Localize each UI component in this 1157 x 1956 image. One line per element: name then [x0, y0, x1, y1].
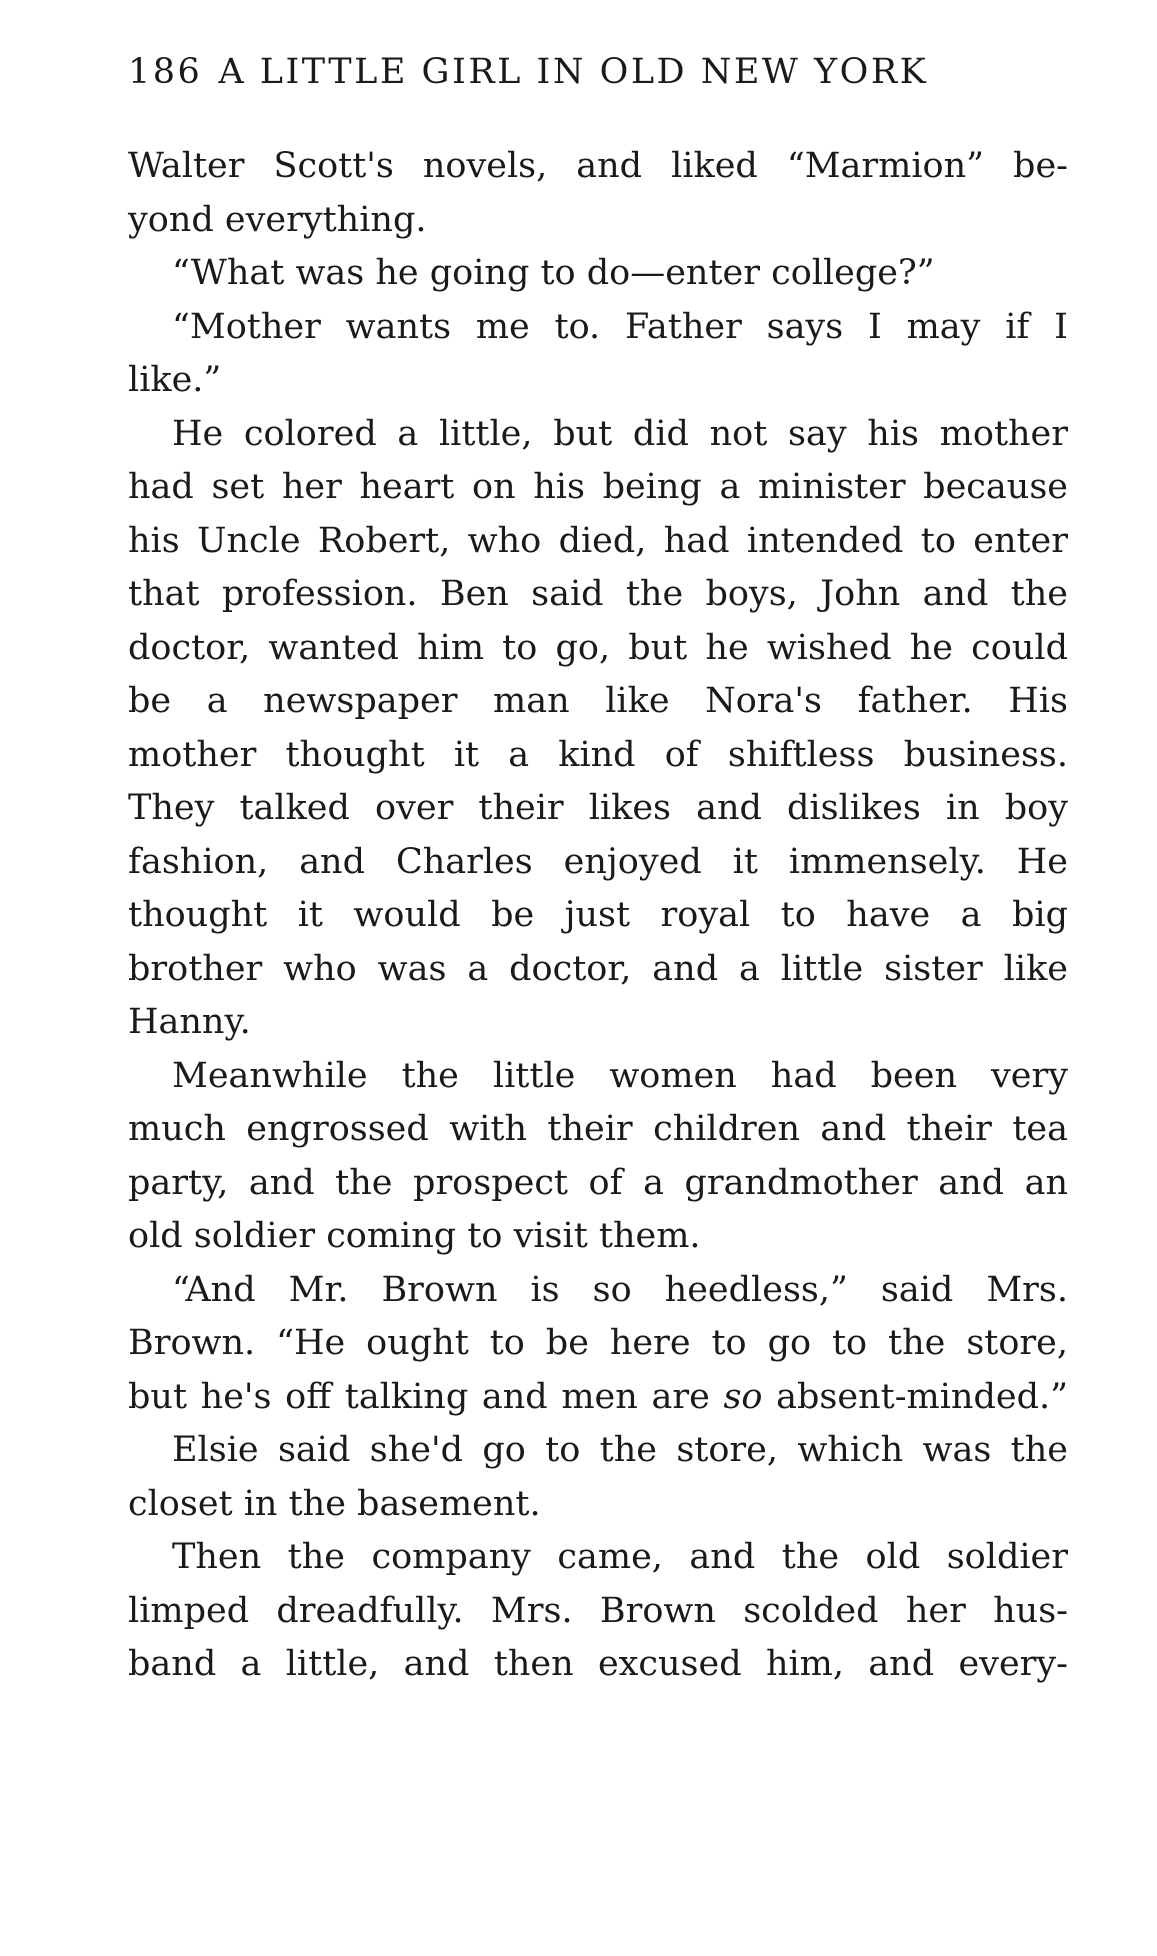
text-line: band a little, and then excused him, and every- [128, 1644, 1068, 1684]
text-line: limped dreadfully. Mrs. Brown scolded her hus- [128, 1590, 1068, 1631]
text-line: Hanny. [128, 1002, 251, 1042]
text-line: Meanwhile the little women had been very [172, 1055, 1068, 1096]
text-line: had set her heart on his being a minister because [128, 467, 1068, 507]
text-line: They talked over their likes and dislikes in boy [128, 788, 1068, 828]
italic-word: so [723, 1376, 763, 1417]
text-line: “What was he going to do—enter college?” [172, 253, 935, 293]
text-segment: absent-minded.” [762, 1376, 1068, 1417]
text-line: yond everything. [128, 199, 427, 240]
text-line: closet in the basement. [128, 1483, 541, 1524]
page-number: 186 [128, 52, 203, 92]
text-line: much engrossed with their children and their tea [128, 1109, 1068, 1149]
text-line: Brown. “He ought to be here to go to the store, [128, 1323, 1068, 1363]
text-line: “And Mr. Brown is so heedless,” said Mrs. [172, 1269, 1068, 1310]
text-line: Then the company came, and the old soldier [172, 1537, 1068, 1577]
text-line-with-italic [128, 1371, 1068, 1425]
text-line: fashion, and Charles enjoyed it immensely. He [128, 841, 1068, 882]
text-line: Walter Scott's novels, and liked “Marmion” be- [128, 146, 1068, 186]
text-line: brother who was a doctor, and a little sister like [128, 948, 1068, 989]
text-line: “Mother wants me to. Father says I may if I [172, 306, 1068, 347]
text-segment: but he's off talking and men are [128, 1376, 724, 1417]
text-line: thought it would be just royal to have a big [128, 895, 1068, 935]
text-line: be a newspaper man like Nora's father. His [128, 681, 1068, 721]
text-line: party, and the prospect of a grandmother and an [128, 1162, 1068, 1203]
text-line: that profession. Ben said the boys, John and the [128, 574, 1068, 614]
text-line: his Uncle Robert, who died, had intended to enter [128, 520, 1068, 561]
text-line: mother thought it a kind of shiftless business. [128, 734, 1068, 775]
body-text [128, 140, 1068, 1692]
text-line: Elsie said she'd go to the store, which was the [172, 1430, 1068, 1470]
text-line: like.” [128, 360, 222, 400]
text-line: old soldier coming to visit them. [128, 1216, 701, 1256]
text-line: doctor, wanted him to go, but he wished he could [128, 627, 1068, 668]
running-header [128, 52, 1008, 92]
book-title: A LITTLE GIRL IN OLD NEW YORK [218, 52, 929, 92]
text-line: He colored a little, but did not say his mother [172, 413, 1068, 454]
